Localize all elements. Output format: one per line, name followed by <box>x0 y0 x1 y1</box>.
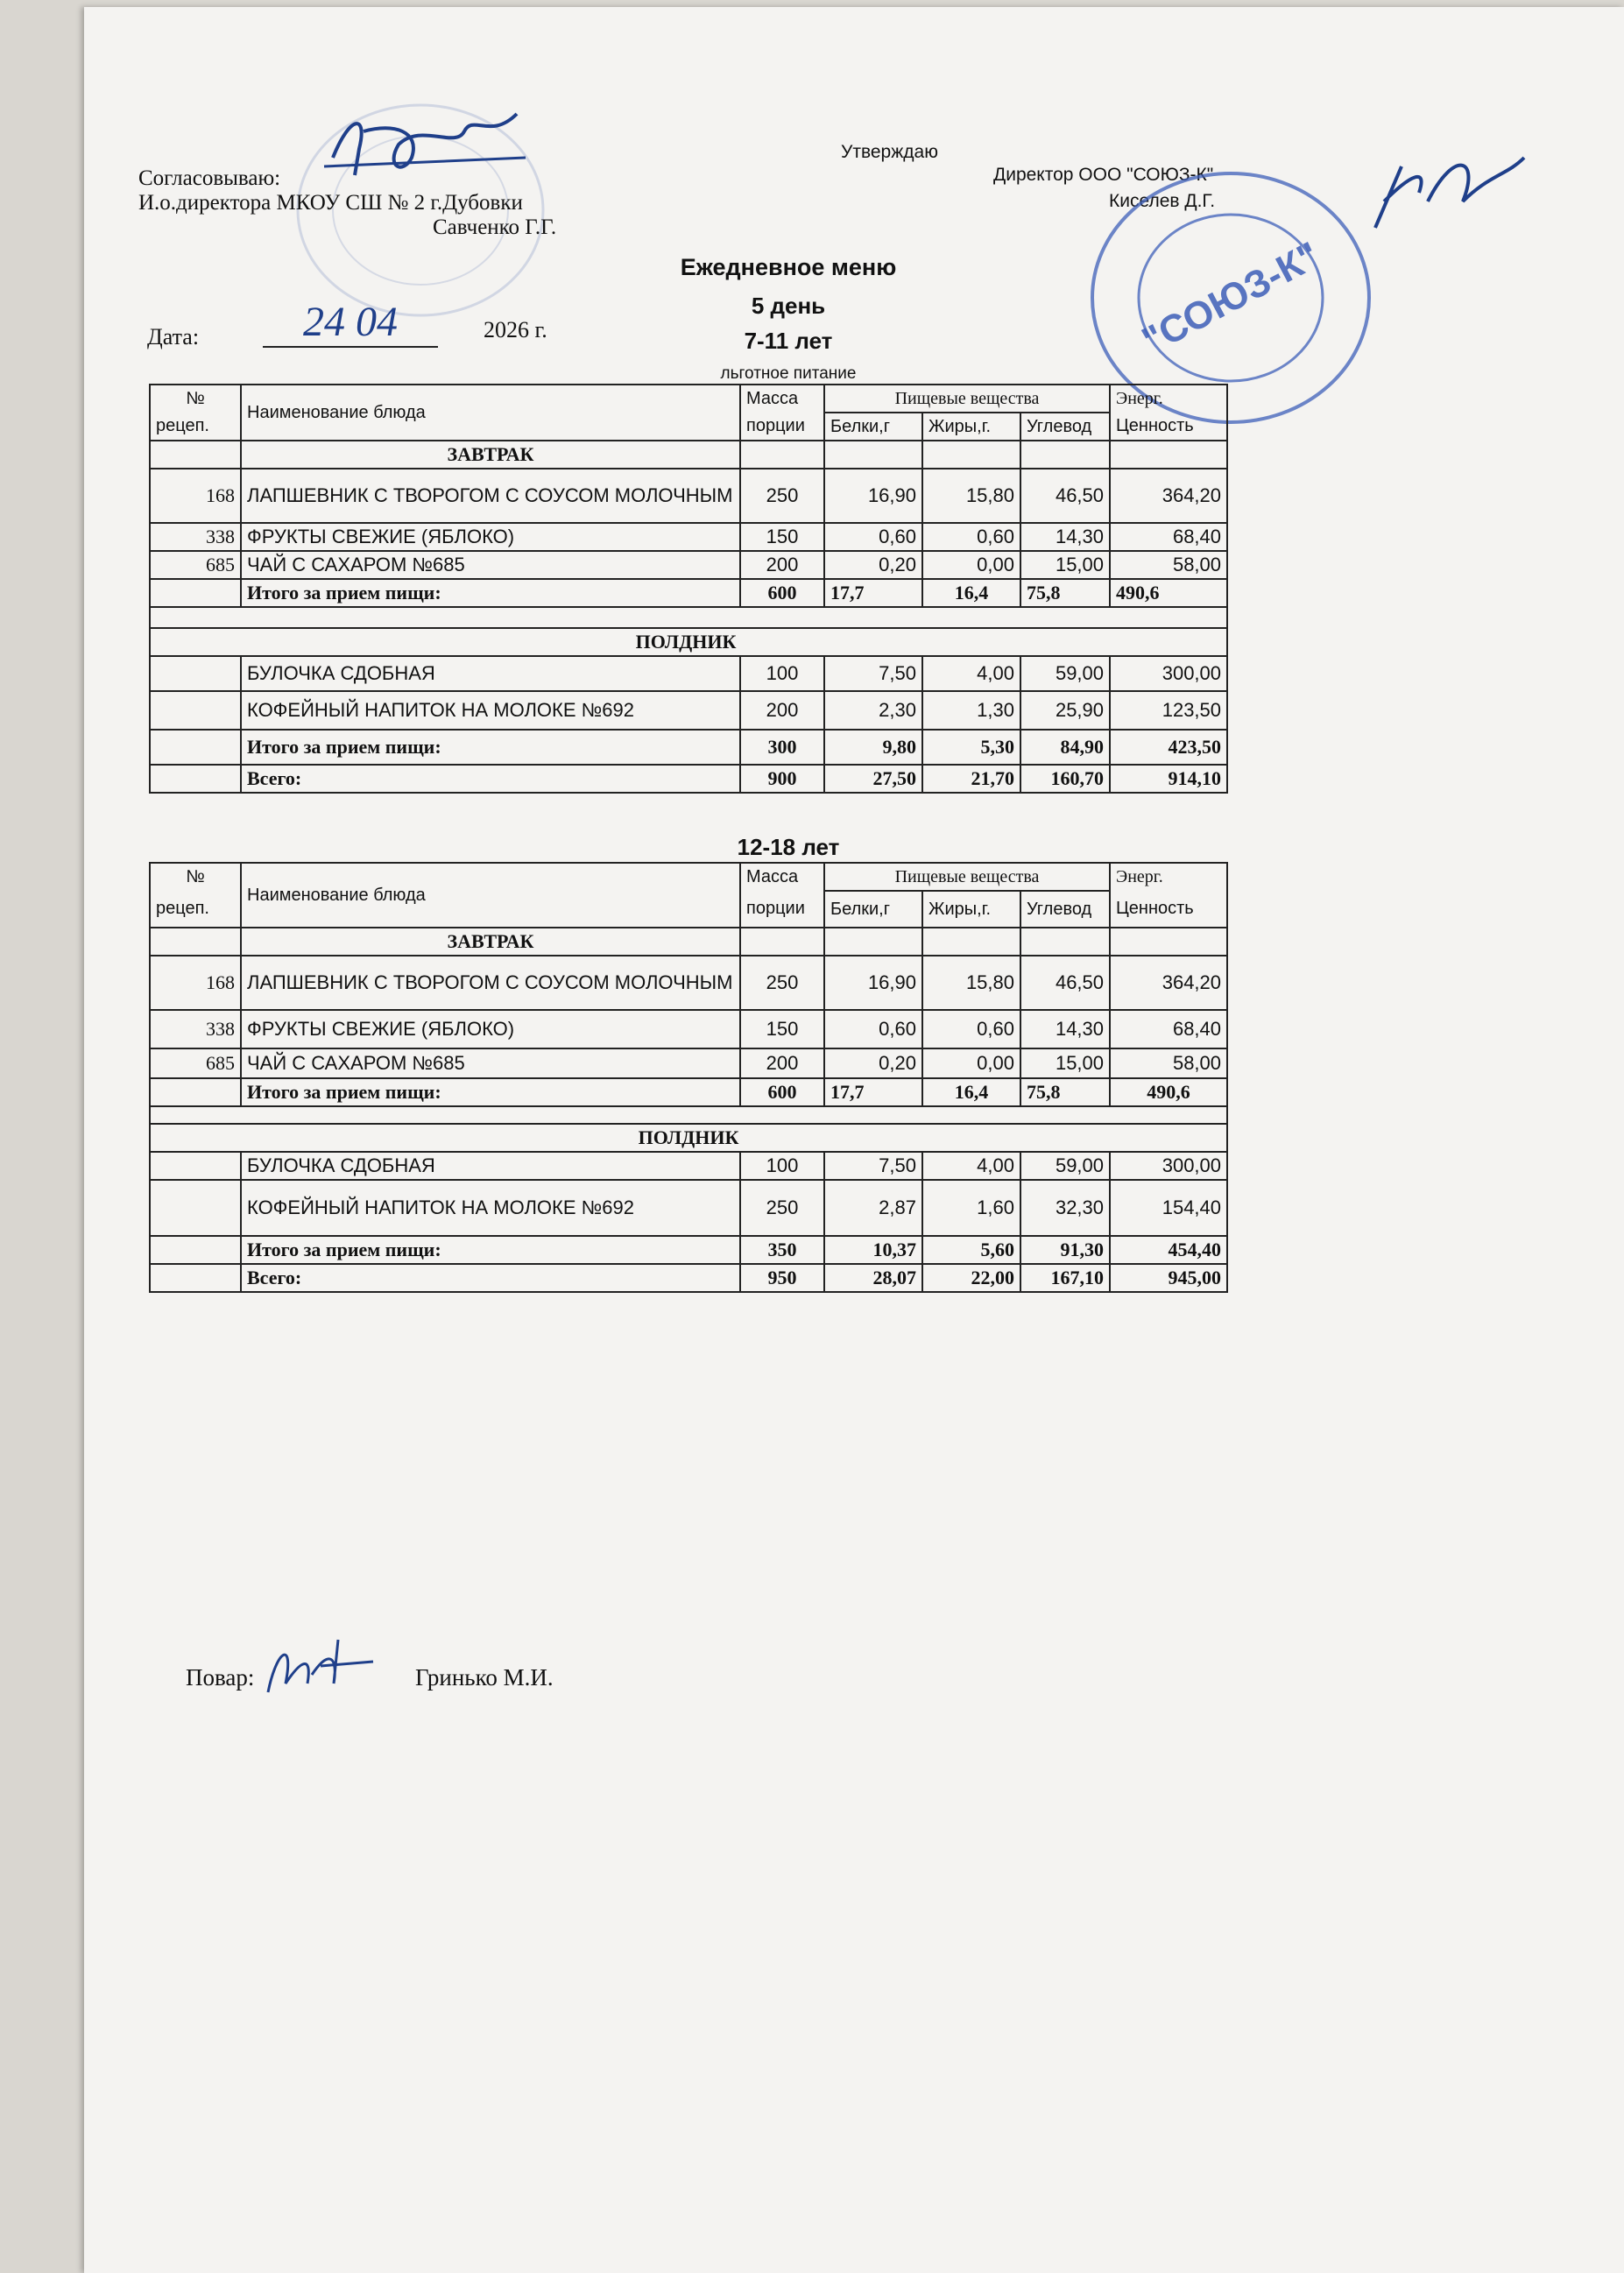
cell-dish: ЧАЙ С САХАРОМ №685 <box>241 1048 740 1078</box>
total-row <box>150 1078 1227 1106</box>
cell-dish: ЛАПШЕВНИК С ТВОРОГОМ С СОУСОМ МОЛОЧНЫМ <box>241 469 740 523</box>
cell-fat: 1,30 <box>922 691 1020 730</box>
cell-fat: 4,00 <box>922 1152 1020 1180</box>
cell-energy: 490,6 <box>1110 579 1227 607</box>
section-row-snack <box>150 628 1227 656</box>
grand-total-label: Всего: <box>241 1264 740 1292</box>
spacer-row <box>150 1106 1227 1124</box>
cell-energy: 364,20 <box>1110 469 1227 523</box>
cell-mass: 100 <box>740 1152 824 1180</box>
agreed-name: Савченко Г.Г. <box>433 215 557 239</box>
approve-name: Киселев Д.Г. <box>1109 191 1216 211</box>
approve-label: Утверждаю <box>841 142 938 162</box>
header-protein: Белки,г <box>824 413 922 441</box>
cell-rec <box>150 1180 241 1236</box>
cell-dish: БУЛОЧКА СДОБНАЯ <box>241 1152 740 1180</box>
cell-dish: БУЛОЧКА СДОБНАЯ <box>241 656 740 691</box>
cell-energy: 945,00 <box>1110 1264 1227 1292</box>
header-energy-sub: Ценность <box>1110 413 1227 441</box>
cell-fat: 16,4 <box>922 579 1020 607</box>
section-title: ЗАВТРАК <box>241 441 740 469</box>
cell-dish: ЧАЙ С САХАРОМ №685 <box>241 551 740 579</box>
cell-rec: 168 <box>150 469 241 523</box>
cell-mass: 950 <box>740 1264 824 1292</box>
cell-mass: 100 <box>740 656 824 691</box>
menu-table-7-11 <box>149 384 1228 794</box>
cell-carbs: 75,8 <box>1020 579 1110 607</box>
cell-fat: 0,00 <box>922 551 1020 579</box>
grand-total-row <box>150 1264 1227 1292</box>
header-nutrients: Пищевые вещества <box>824 385 1110 413</box>
cell-carbs: 59,00 <box>1020 656 1110 691</box>
agreed-label: Согласовываю: <box>138 166 281 190</box>
menu-table-12-18 <box>149 862 1228 1293</box>
table-row <box>150 523 1227 551</box>
cell-energy: 454,40 <box>1110 1236 1227 1264</box>
cell-protein: 0,60 <box>824 523 922 551</box>
menu-title: Ежедневное меню <box>680 254 897 280</box>
section-title: ПОЛДНИК <box>150 1124 1227 1152</box>
cell-mass: 250 <box>740 956 824 1010</box>
cell-protein: 17,7 <box>824 1078 922 1106</box>
signature-icon <box>315 96 543 193</box>
grand-total-row <box>150 765 1227 793</box>
cell-carbs: 14,30 <box>1020 523 1110 551</box>
cell-mass: 200 <box>740 551 824 579</box>
cell-fat: 21,70 <box>922 765 1020 793</box>
cell-carbs: 84,90 <box>1020 730 1110 765</box>
header-mass-sub: порции <box>740 413 824 441</box>
agreed-position: И.о.директора МКОУ СШ № 2 г.Дубовки <box>138 191 523 215</box>
header-energy: Энерг. <box>1110 863 1227 891</box>
cell-dish: ФРУКТЫ СВЕЖИЕ (ЯБЛОКО) <box>241 1010 740 1048</box>
benefit-note: льготное питание <box>720 364 857 383</box>
cell-energy: 68,40 <box>1110 523 1227 551</box>
cell-energy: 58,00 <box>1110 551 1227 579</box>
table-row <box>150 1048 1227 1078</box>
cell-dish: КОФЕЙНЫЙ НАПИТОК НА МОЛОКЕ №692 <box>241 1180 740 1236</box>
cell-carbs: 91,30 <box>1020 1236 1110 1264</box>
cell-rec: 685 <box>150 1048 241 1078</box>
date-year: 2026 г. <box>484 317 547 342</box>
table-row <box>150 469 1227 523</box>
cell-carbs: 167,10 <box>1020 1264 1110 1292</box>
header-nutrients: Пищевые вещества <box>824 863 1110 891</box>
cell-energy: 914,10 <box>1110 765 1227 793</box>
cell-mass: 200 <box>740 691 824 730</box>
cell-protein: 10,37 <box>824 1236 922 1264</box>
cell-energy: 58,00 <box>1110 1048 1227 1078</box>
table-row <box>150 1152 1227 1180</box>
cell-protein: 0,20 <box>824 1048 922 1078</box>
header-energy-sub: Ценность <box>1110 891 1227 928</box>
cook-label: Повар: <box>186 1664 255 1691</box>
cell-protein: 27,50 <box>824 765 922 793</box>
table-row <box>150 956 1227 1010</box>
approve-position: Директор ООО "СОЮЗ-К" <box>993 165 1214 185</box>
cell-dish: ЛАПШЕВНИК С ТВОРОГОМ С СОУСОМ МОЛОЧНЫМ <box>241 956 740 1010</box>
cell-carbs: 75,8 <box>1020 1078 1110 1106</box>
cell-energy: 123,50 <box>1110 691 1227 730</box>
table-row <box>150 551 1227 579</box>
cell-protein: 0,20 <box>824 551 922 579</box>
header-mass: Масса <box>740 863 824 891</box>
header-fat: Жиры,г. <box>922 413 1020 441</box>
header-name: Наименование блюда <box>241 863 740 928</box>
total-row <box>150 730 1227 765</box>
section-row-breakfast <box>150 928 1227 956</box>
cell-protein: 16,90 <box>824 956 922 1010</box>
cell-mass: 600 <box>740 1078 824 1106</box>
header-mass-sub: порции <box>740 891 824 928</box>
cell-energy: 300,00 <box>1110 656 1227 691</box>
cell-rec: 338 <box>150 523 241 551</box>
cell-protein: 0,60 <box>824 1010 922 1048</box>
header-rec-sub: рецеп. <box>150 413 241 441</box>
cell-energy: 490,6 <box>1110 1078 1227 1106</box>
header-name: Наименование блюда <box>241 385 740 441</box>
cell-carbs: 46,50 <box>1020 956 1110 1010</box>
cell-carbs: 46,50 <box>1020 469 1110 523</box>
date-handwritten: 24 04 <box>263 298 438 348</box>
cell-carbs: 32,30 <box>1020 1180 1110 1236</box>
total-label: Итого за прием пищи: <box>241 1236 740 1264</box>
stamp-text: "СОЮЗ-К" <box>1135 233 1327 363</box>
cell-rec: 168 <box>150 956 241 1010</box>
table-row <box>150 1010 1227 1048</box>
header-carbs: Углевод <box>1020 413 1110 441</box>
cell-fat: 22,00 <box>922 1264 1020 1292</box>
cook-name: Гринько М.И. <box>415 1664 554 1691</box>
header-fat: Жиры,г. <box>922 891 1020 928</box>
cell-protein: 9,80 <box>824 730 922 765</box>
table-header-row <box>150 385 1227 413</box>
header-rec: № <box>150 385 241 413</box>
section-row-breakfast <box>150 441 1227 469</box>
cell-protein: 7,50 <box>824 656 922 691</box>
table-header-row <box>150 863 1227 891</box>
cell-energy: 364,20 <box>1110 956 1227 1010</box>
day-label: 5 день <box>751 293 826 319</box>
cell-mass: 250 <box>740 1180 824 1236</box>
cell-dish: КОФЕЙНЫЙ НАПИТОК НА МОЛОКЕ №692 <box>241 691 740 730</box>
cell-rec: 338 <box>150 1010 241 1048</box>
cell-mass: 300 <box>740 730 824 765</box>
cell-fat: 0,60 <box>922 523 1020 551</box>
cell-mass: 200 <box>740 1048 824 1078</box>
cell-energy: 68,40 <box>1110 1010 1227 1048</box>
cell-mass: 900 <box>740 765 824 793</box>
cell-fat: 5,30 <box>922 730 1020 765</box>
cell-fat: 5,60 <box>922 1236 1020 1264</box>
cell-protein: 7,50 <box>824 1152 922 1180</box>
header-protein: Белки,г <box>824 891 922 928</box>
cell-protein: 2,30 <box>824 691 922 730</box>
header-rec-sub: рецеп. <box>150 891 241 928</box>
cell-carbs: 15,00 <box>1020 551 1110 579</box>
spacer-row <box>150 607 1227 628</box>
table-row <box>150 1180 1227 1236</box>
cell-dish: ФРУКТЫ СВЕЖИЕ (ЯБЛОКО) <box>241 523 740 551</box>
total-row <box>150 579 1227 607</box>
section-row-snack <box>150 1124 1227 1152</box>
cook-signature-icon <box>259 1631 382 1710</box>
cell-protein: 28,07 <box>824 1264 922 1292</box>
cell-rec <box>150 656 241 691</box>
director-signature-icon <box>1358 140 1533 245</box>
cell-carbs: 25,90 <box>1020 691 1110 730</box>
cell-fat: 4,00 <box>922 656 1020 691</box>
cell-carbs: 15,00 <box>1020 1048 1110 1078</box>
cell-mass: 150 <box>740 523 824 551</box>
header-carbs: Углевод <box>1020 891 1110 928</box>
cell-fat: 0,00 <box>922 1048 1020 1078</box>
cell-carbs: 59,00 <box>1020 1152 1110 1180</box>
cell-energy: 300,00 <box>1110 1152 1227 1180</box>
table-row <box>150 691 1227 730</box>
cell-protein: 16,90 <box>824 469 922 523</box>
header-energy: Энерг. <box>1110 385 1227 413</box>
cell-fat: 1,60 <box>922 1180 1020 1236</box>
total-label: Итого за прием пищи: <box>241 1078 740 1106</box>
total-label: Итого за прием пищи: <box>241 730 740 765</box>
cell-fat: 16,4 <box>922 1078 1020 1106</box>
total-row <box>150 1236 1227 1264</box>
section-title: ПОЛДНИК <box>150 628 1227 656</box>
cell-carbs: 160,70 <box>1020 765 1110 793</box>
cell-fat: 0,60 <box>922 1010 1020 1048</box>
cell-energy: 154,40 <box>1110 1180 1227 1236</box>
section-title: ЗАВТРАК <box>241 928 740 956</box>
cell-protein: 2,87 <box>824 1180 922 1236</box>
cell-mass: 150 <box>740 1010 824 1048</box>
cell-rec: 685 <box>150 551 241 579</box>
cell-protein: 17,7 <box>824 579 922 607</box>
cell-rec <box>150 1152 241 1180</box>
age-group-1: 7-11 лет <box>744 328 833 354</box>
cell-rec <box>150 691 241 730</box>
cell-carbs: 14,30 <box>1020 1010 1110 1048</box>
table-row <box>150 656 1227 691</box>
cell-mass: 350 <box>740 1236 824 1264</box>
cell-fat: 15,80 <box>922 469 1020 523</box>
age-group-2: 12-18 лет <box>737 834 840 860</box>
header-mass: Масса <box>740 385 824 413</box>
header-rec: № <box>150 863 241 891</box>
total-label: Итого за прием пищи: <box>241 579 740 607</box>
date-label: Дата: <box>147 324 200 349</box>
cell-fat: 15,80 <box>922 956 1020 1010</box>
grand-total-label: Всего: <box>241 765 740 793</box>
cell-mass: 250 <box>740 469 824 523</box>
cell-mass: 600 <box>740 579 824 607</box>
cell-energy: 423,50 <box>1110 730 1227 765</box>
